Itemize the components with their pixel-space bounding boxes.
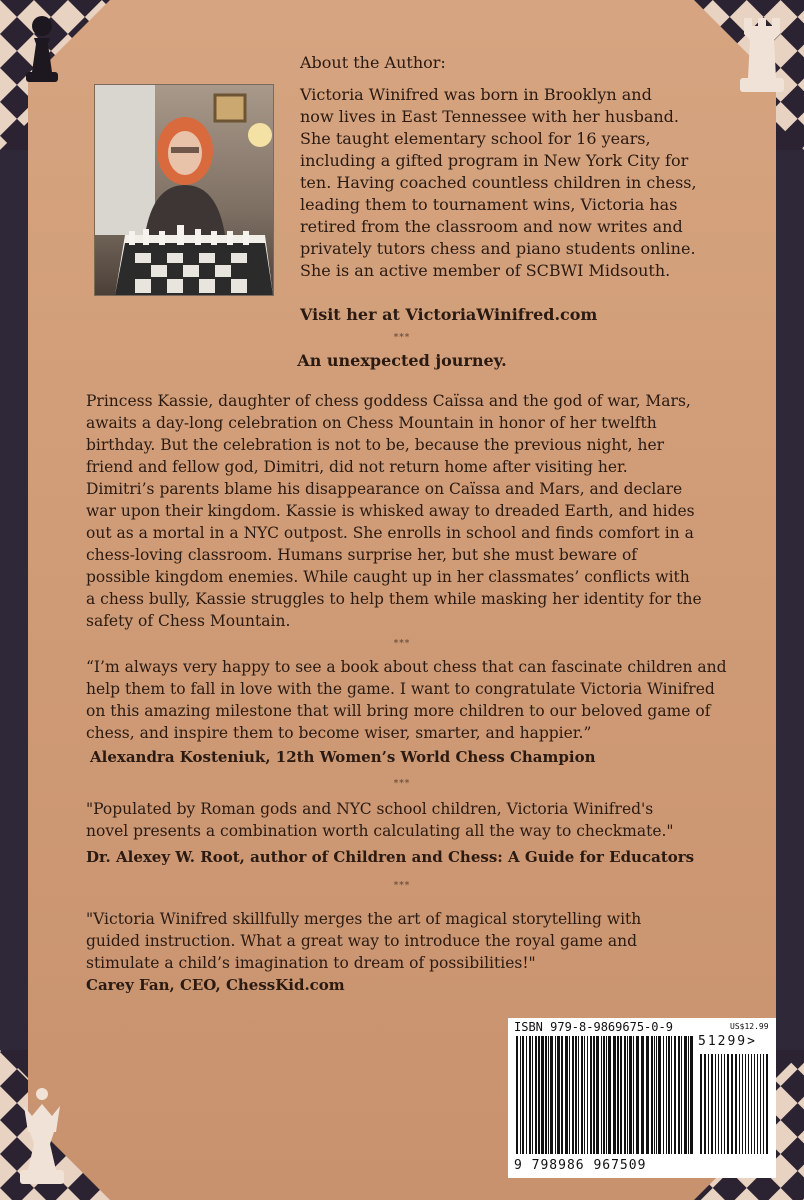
barcode-bar [548, 1036, 549, 1154]
addon-bar [745, 1054, 746, 1154]
barcode-bar [555, 1036, 556, 1154]
barcode-bar [663, 1036, 664, 1154]
addon-bar [766, 1054, 768, 1154]
barcode-bar [624, 1036, 626, 1154]
blurb-line: a chess bully, Kassie struggles to help them while masking her identity for the [86, 590, 702, 608]
isbn-barcode [508, 1018, 776, 1178]
about-heading: About the Author: [300, 53, 446, 72]
addon-bar [760, 1054, 761, 1154]
barcode-bar [627, 1036, 628, 1154]
barcode-bar [569, 1036, 570, 1154]
addon-bar [757, 1054, 758, 1154]
addon-bar [739, 1054, 740, 1154]
barcode-bar [666, 1036, 667, 1154]
addon-bar [731, 1054, 733, 1154]
barcode-bar [658, 1036, 661, 1154]
barcode-bar [654, 1036, 655, 1154]
quote-line: help them to fall in love with the game. I want to congratulate Victoria Winifred [86, 680, 715, 698]
barcode-bar [617, 1036, 619, 1154]
blurb-line: friend and fellow god, Dimitri, did not return home after visiting her. [86, 458, 628, 476]
bio-line: She taught elementary school for 16 years, [300, 129, 651, 148]
blurb-line: chess-loving classroom. Humans surprise her, but she must beware of [86, 546, 638, 564]
barcode-bar [633, 1036, 634, 1154]
bio-line: including a gifted program in New York City for [300, 151, 689, 170]
barcode-bars [516, 1036, 772, 1156]
addon-bar [754, 1054, 755, 1154]
author-photo [94, 84, 274, 296]
addon-bar [724, 1054, 725, 1154]
addon-bar [735, 1054, 737, 1154]
barcode-bar [668, 1036, 670, 1154]
addon-bar [721, 1054, 722, 1154]
addon-bar [742, 1054, 743, 1154]
barcode-bar [636, 1036, 639, 1154]
barcode-bar [620, 1036, 622, 1154]
blurb-line: possible kingdom enemies. While caught up in her classmates’ conflicts with [86, 568, 690, 586]
addon-bar [748, 1054, 749, 1154]
barcode-bar [690, 1036, 693, 1154]
price-code: US$12.99 [730, 1022, 769, 1031]
barcode-bar [550, 1036, 553, 1154]
blurb-line: awaits a day-long celebration on Chess Mountain in honor of her twelfth [86, 414, 657, 432]
barcode-bar [584, 1036, 585, 1154]
barcode-bar [656, 1036, 657, 1154]
bio-line: Victoria Winifred was born in Brooklyn and [300, 85, 652, 104]
quote-attribution: Carey Fan, CEO, ChessKid.com [86, 976, 345, 994]
barcode-bar [520, 1036, 521, 1154]
author-portrait [95, 85, 273, 295]
blurb-line: birthday. But the celebration is not to be, because the previous night, her [86, 436, 665, 454]
addon-digits: 51299> [698, 1034, 757, 1049]
quote-line: guided instruction. What a great way to introduce the royal game and [86, 932, 638, 950]
quote-line: “I’m always very happy to see a book about chess that can fascinate children and [86, 658, 727, 676]
bio-line: privately tutors chess and piano students online. [300, 239, 696, 258]
barcode-bar [678, 1036, 680, 1154]
barcode-bar [606, 1036, 607, 1154]
tagline: An unexpected journey. [297, 351, 507, 370]
blurb-line: safety of Chess Mountain. [86, 612, 291, 630]
addon-bar [708, 1054, 709, 1154]
separator: *** [393, 779, 411, 789]
addon-bar [715, 1054, 716, 1154]
barcode-bar [581, 1036, 583, 1154]
blurb-line: war upon their kingdom. Kassie is whisked away to dreaded Earth, and hides [86, 502, 695, 520]
bio-line: leading them to tournament wins, Victoria has [300, 195, 678, 214]
barcode-bar [565, 1036, 568, 1154]
blurb-line: out as a mortal in a NYC outpost. She enrolls in school and finds comfort in a [86, 524, 694, 542]
addon-bar [711, 1054, 713, 1154]
barcode-bar [538, 1036, 540, 1154]
blurb-line: Dimitri’s parents blame his disappearance on Caïssa and Mars, and declare [86, 480, 683, 498]
barcode-bar [684, 1036, 687, 1154]
barcode-bar [561, 1036, 563, 1154]
barcode-bar [674, 1036, 676, 1154]
barcode-bar [596, 1036, 599, 1154]
blurb-line: Princess Kassie, daughter of chess goddess Caïssa and the god of war, Mars, [86, 392, 691, 410]
quote-line: "Victoria Winifred skillfully merges the art of magical storytelling with [86, 910, 642, 928]
barcode-bar [541, 1036, 544, 1154]
barcode-bar [575, 1036, 577, 1154]
quote-line: on this amazing milestone that will bring more children to our beloved game of [86, 702, 711, 720]
barcode-bar [603, 1036, 605, 1154]
barcode-bar [608, 1036, 611, 1154]
barcode-bar [651, 1036, 653, 1154]
barcode-bar [578, 1036, 579, 1154]
barcode-bar [646, 1036, 649, 1154]
white-rook-icon [736, 12, 788, 102]
barcode-bar [613, 1036, 616, 1154]
barcode-bar [522, 1036, 524, 1154]
white-queen-icon [14, 1086, 70, 1190]
barcode-bar [529, 1036, 531, 1154]
barcode-bar [545, 1036, 547, 1154]
bio-line: retired from the classroom and now writes and [300, 217, 683, 236]
barcode-bar [532, 1036, 533, 1154]
addon-bar [727, 1054, 729, 1154]
addon-bar [718, 1054, 719, 1154]
quote-attribution: Alexandra Kosteniuk, 12th Women’s World Chess Champion [90, 748, 596, 766]
barcode-bar [590, 1036, 592, 1154]
barcode-bar [629, 1036, 632, 1154]
barcode-bar [557, 1036, 560, 1154]
barcode-bar [593, 1036, 595, 1154]
bio-line: ten. Having coached countless children in chess, [300, 173, 697, 192]
barcode-bar [572, 1036, 574, 1154]
quote-line: "Populated by Roman gods and NYC school children, Victoria Winifred's [86, 800, 654, 818]
isbn-number: ISBN 979-8-9869675-0-9 [514, 1020, 673, 1034]
barcode-bar [681, 1036, 682, 1154]
bio-line: She is an active member of SCBWI Midsouth. [300, 261, 671, 280]
barcode-bar [516, 1036, 518, 1154]
barcode-bar [641, 1036, 644, 1154]
addon-bar [700, 1054, 702, 1154]
bio-line: now lives in East Tennessee with her husband. [300, 107, 680, 126]
quote-line: chess, and inspire them to become wiser, smarter, and happier.” [86, 724, 592, 742]
black-pawn-icon [18, 12, 66, 92]
barcode-digits: 9 798986 967509 [514, 1158, 647, 1173]
chess-board-icon [115, 243, 273, 295]
barcode-bar [601, 1036, 602, 1154]
quote-line: stimulate a child’s imagination to dream of possibilities!" [86, 954, 536, 972]
quote-attribution: Dr. Alexey W. Root, author of Children and Chess: A Guide for Educators [86, 848, 695, 866]
barcode-bar [587, 1036, 588, 1154]
addon-bar [751, 1054, 752, 1154]
separator: *** [393, 333, 411, 343]
separator: *** [393, 881, 411, 891]
barcode-bar [688, 1036, 689, 1154]
quote-line: novel presents a combination worth calculating all the way to checkmate." [86, 822, 674, 840]
barcode-bar [526, 1036, 527, 1154]
author-website: Visit her at VictoriaWinifred.com [300, 305, 598, 324]
separator: *** [393, 639, 411, 649]
addon-bar [704, 1054, 706, 1154]
addon-bar [763, 1054, 764, 1154]
barcode-bar [535, 1036, 537, 1154]
barcode-bar [671, 1036, 672, 1154]
